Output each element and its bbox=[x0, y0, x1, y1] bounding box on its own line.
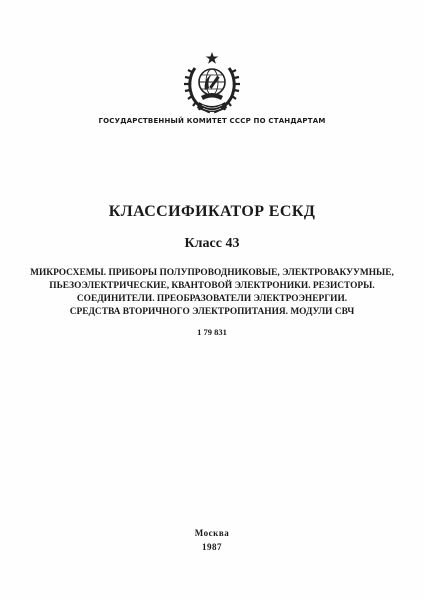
description-line: ПЬЕЗОЭЛЕКТРИЧЕСКИЕ, КВАНТОВОЙ ЭЛЕКТРОНИКИ. РЕЗИСТОРЫ. bbox=[49, 281, 375, 291]
classifier-code: 1 79 831 bbox=[197, 327, 227, 337]
publication-city: Москва bbox=[194, 528, 230, 538]
description-line: СОЕДИНИТЕЛИ. ПРЕОБРАЗОВАТЕЛИ ЭЛЕКТРОЭНЕРГИИ. bbox=[76, 294, 348, 304]
class-label: Класс 43 bbox=[184, 236, 240, 251]
page-title: КЛАССИФИКАТОР ЕСКД bbox=[108, 203, 316, 220]
description-line: МИКРОСХЕМЫ. ПРИБОРЫ ПОЛУПРОВОДНИКОВЫЕ, ЭЛЕКТРОВАКУУМНЫЕ, bbox=[30, 268, 394, 278]
committee-heading: ГОСУДАРСТВЕННЫЙ КОМИТЕТ СССР ПО СТАНДАРТАМ bbox=[98, 117, 326, 125]
publication-year: 1987 bbox=[202, 542, 222, 552]
description-block bbox=[30, 267, 394, 319]
description-line: СРЕДСТВА ВТОРИЧНОГО ЭЛЕКТРОПИТАНИЯ. МОДУЛИ СВЧ bbox=[69, 307, 355, 317]
ussr-coat-of-arms-icon bbox=[183, 50, 241, 116]
